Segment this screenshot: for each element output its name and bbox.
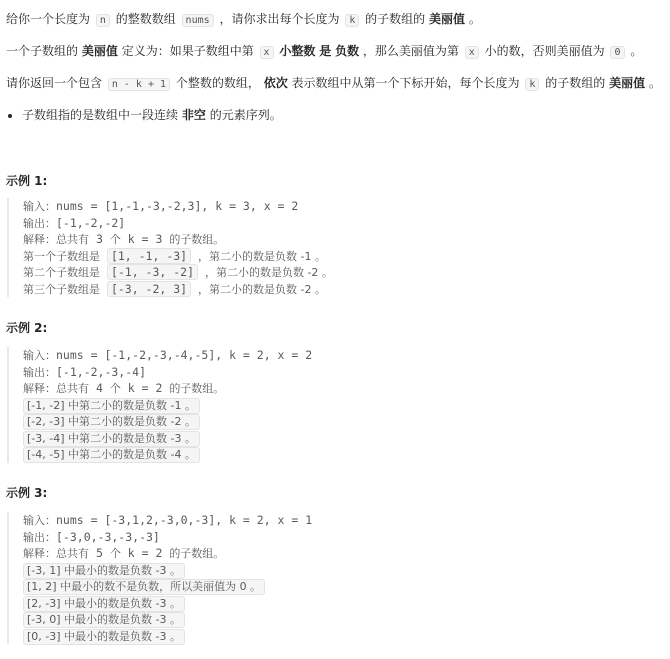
code-box: [1, -1, -3] — [107, 248, 191, 264]
text: 。 — [630, 44, 643, 58]
text: ，第二小的数是负数 -2 。 — [204, 266, 333, 279]
text: k = 2 — [127, 546, 163, 560]
inline-code: 0 — [610, 46, 624, 59]
example-input-line — [23, 512, 653, 529]
text: 。 — [468, 12, 481, 26]
text: 的子数组。 — [169, 233, 225, 246]
explanation-label: 解释： — [23, 382, 56, 395]
text: 定义为：如果子数组中第 — [121, 44, 254, 58]
code-box: [-3, -4] 中第二小的数是负数 -3 。 — [23, 431, 200, 447]
example-explanation-line — [23, 231, 653, 248]
explanation-label: 解释： — [23, 547, 56, 560]
text: 子数组指的是数组中一段连续 — [22, 108, 179, 122]
explanation-detail — [23, 628, 653, 645]
inline-code: x — [260, 46, 274, 59]
text: 5 — [95, 546, 103, 560]
text: 3 — [95, 232, 103, 246]
code-box: [-1, -2] 中第二小的数是负数 -1 。 — [23, 398, 200, 414]
code-box: [-3, 1] 中最小的数是负数 -3 。 — [23, 563, 185, 579]
bold-term: 负数 — [335, 44, 360, 58]
text: ，第二小的数是负数 -2 。 — [198, 282, 327, 296]
input-label: 输入： — [23, 200, 56, 213]
example-2-block — [7, 347, 653, 463]
text: 总共有 — [56, 547, 89, 560]
text: ，请你求出每个长度为 — [219, 12, 340, 26]
example-output-line — [23, 529, 653, 546]
code-box: [0, -3] 中最小的数是负数 -3 。 — [23, 629, 185, 645]
text: 的整数数组 — [115, 12, 176, 26]
text: 总共有 — [56, 233, 89, 246]
text: 给你一个长度为 — [6, 12, 91, 26]
text: 总共有 — [56, 382, 89, 395]
text: 个 — [109, 233, 121, 246]
text: 的子数组。 — [169, 382, 225, 395]
input-label: 输入： — [23, 349, 56, 362]
bold-term: 小整数 — [279, 44, 316, 58]
bold-term: 非空 — [181, 108, 206, 122]
code-box: [1, 2] 中最小的数不是负数，所以美丽值为 0 。 — [23, 579, 265, 595]
bold-term: 美丽值 — [429, 12, 466, 26]
inline-code: nums — [182, 14, 214, 27]
explanation-detail — [23, 248, 653, 265]
text: 的元素序列。 — [209, 108, 282, 122]
text: 第一个子数组是 — [23, 249, 100, 263]
example-output-line — [23, 364, 653, 381]
input-value: nums = [-1,-2,-3,-4,-5], k = 2, x = 2 — [56, 348, 313, 362]
code-box: [-3, -2, 3] — [107, 281, 191, 297]
input-label: 输入： — [23, 514, 56, 527]
text: 的子数组。 — [169, 547, 225, 560]
inline-code: n — [96, 14, 110, 27]
code-box: [-1, -3, -2] — [107, 264, 198, 280]
text: 请你返回一个包含 — [6, 76, 103, 90]
output-label: 输出： — [23, 365, 56, 379]
explanation-detail — [23, 611, 653, 628]
example-input-line — [23, 198, 653, 215]
example-explanation-line — [23, 545, 653, 562]
explanation-detail — [23, 595, 653, 612]
text: 第二个子数组是 — [23, 266, 100, 279]
example-explanation-line — [23, 380, 653, 397]
bullet-item — [22, 106, 282, 124]
text: 的子数组的 — [545, 76, 606, 90]
text: 一个子数组的 — [6, 44, 79, 58]
text: k = 2 — [127, 381, 163, 395]
intro-paragraph-3 — [6, 74, 661, 94]
output-value: [-1,-2,-2] — [56, 215, 126, 230]
input-value: nums = [-3,1,2,-3,0,-3], k = 2, x = 1 — [56, 513, 313, 527]
text: 4 — [95, 381, 103, 395]
bold-term: 美丽值 — [609, 76, 646, 90]
text: 个 — [109, 547, 121, 560]
text: ，那么美丽值为第 — [362, 44, 459, 58]
explanation-detail — [23, 430, 653, 447]
text: 表示数组中从第一个下标开始，每个长度为 — [291, 76, 520, 90]
bold-term: 依次 — [263, 76, 288, 90]
input-value: nums = [1,-1,-3,-2,3], k = 3, x = 2 — [56, 199, 299, 213]
intro-paragraph-2 — [6, 42, 642, 62]
text: 小的数，否则美丽值为 — [484, 44, 605, 58]
inline-code: x — [465, 46, 479, 59]
intro-paragraph-1 — [6, 10, 481, 30]
output-value: [-3,0,-3,-3,-3] — [56, 529, 160, 544]
text: ，第二小的数是负数 -1 。 — [198, 249, 327, 263]
output-label: 输出： — [23, 530, 56, 544]
code-box: [-4, -5] 中第二小的数是负数 -4 。 — [23, 447, 200, 463]
inline-code: k — [525, 78, 539, 91]
text: 的子数组的 — [365, 12, 426, 26]
bullet-dot — [8, 114, 12, 118]
text: k = 3 — [127, 232, 163, 246]
text: 个 — [109, 382, 121, 395]
inline-code: n - k + 1 — [108, 78, 170, 91]
example-output-line — [23, 215, 653, 232]
text: 第三个子数组是 — [23, 282, 100, 296]
explanation-detail — [23, 413, 653, 430]
code-box: [2, -3] 中最小的数是负数 -3 。 — [23, 596, 185, 612]
code-box: [-3, 0] 中最小的数是负数 -3 。 — [23, 612, 185, 628]
bold-term: 美丽值 — [81, 44, 118, 58]
example-input-line — [23, 347, 653, 364]
text: 个整数的数组， — [175, 76, 260, 90]
code-box: [-2, -3] 中第二小的数是负数 -2 。 — [23, 414, 200, 430]
explanation-detail — [23, 264, 653, 281]
explanation-detail — [23, 578, 653, 595]
explanation-detail — [23, 562, 653, 579]
example-3-title: 示例 3: — [6, 486, 48, 500]
text: 。 — [648, 76, 661, 90]
explanation-detail — [23, 281, 653, 298]
example-2-title: 示例 2: — [6, 321, 48, 335]
example-1-block — [7, 198, 653, 297]
explanation-detail — [23, 446, 653, 463]
example-3-block — [7, 512, 653, 644]
bold-term: 是 — [319, 44, 332, 58]
output-label: 输出： — [23, 216, 56, 230]
explanation-label: 解释： — [23, 233, 56, 246]
explanation-detail — [23, 397, 653, 414]
example-1-title: 示例 1: — [6, 174, 48, 188]
output-value: [-1,-2,-3,-4] — [56, 364, 147, 379]
inline-code: k — [345, 14, 359, 27]
